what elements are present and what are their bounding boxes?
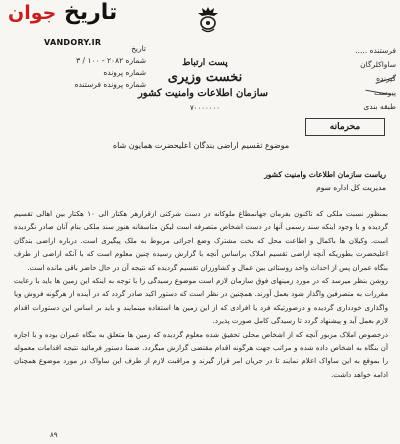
body-paragraph: بمنظور نسبت ملکی که تاکنون بفرمان جهانمطاع ملوکانه در دست شرکتی ازقرارهر هکتار الی ۱۰ هکتار بین اهالی تقسیم گردیده و با وجود اینکه سند رسمی آنها در دست اشخاص متصرفه است لیکن متاسفانه هنوز سند ملکی بنام آنان صادر نگردیده است. وکیلان ها باکمال و اطاعت محل که بخت مشترک وضع اجرائی مربوط به ملک پیگیری است. درباره اراضی بندگان اعلیحضرت بطوریکه آنچه اراضی تقسیم املاک براساس آنچه با گزارش رسیده چنین معلوم است که با آنکه اراضی از طرف بنگاه عمران پس از احداث واحد روستائی بین عمال و کشاورزان تقسیم گردیده که نتیجه آن در حال حاضر باقی مانده است.	[14, 209, 388, 272]
body-paragraph: روشن بنظر میرسد که در مورد زمینهای فوق سازمان لازم است موضوع رسیدگی را با توجه به اینکه این زمین ها باید با رعایت مقررات به متصرفین واگذار شود بعمل آورند. همچنین در نظر است که دستور اکید صادر گردد که در آینده از هرگونه فروش ویا واگذاری خودداری گردیده و درصورتیکه فرد یا افرادی که از این زمین ها استفاده مینمایند و باید بر اساس این دستورات اقدام لازم بعمل آید و پیشنهاد گردد تا رسیدگی کامل صورت پذیرد.	[14, 276, 388, 326]
site-watermark	[2, 2, 120, 38]
number-value: ۲۰۸۲ - ۱۰۰ / ۳	[76, 56, 124, 65]
sender-file-label: شماره پرونده فرستنده	[74, 80, 146, 89]
addressee-line-2: مدیریت کل اداره سوم	[316, 183, 386, 192]
watermark-word-1: جوان	[8, 2, 57, 24]
number-row	[36, 55, 146, 67]
organization-name: سازمان اطلاعات وامنیت کشور	[137, 88, 269, 99]
left-metadata	[36, 43, 146, 91]
date-label: تاریخ	[131, 44, 146, 53]
recipient-row: گیرنده	[376, 74, 396, 83]
classification-row: طبقه بندی	[363, 102, 396, 111]
body-paragraph: درخصوص املاک مزبور آنچه که از اشخاص محلی تحقیق شده معلوم گردیده که زمین ها متعلق به بنگاه عمران بوده و با اجازه آن بنگاه به اشخاص داده شده و مراتب جهت هرگونه اقدام مقتضی گزارش میگردد. ضمنا دستور فرمائید نتیجه اقدامات معموله را بموقع به این ساواک اعلام نمایند تا در جریان امر قرار گیرند و مراقبت لازم از طرف این ساواک در مورد موضوع همچنان ادامه خواهد داشت.	[14, 329, 388, 379]
confidential-stamp: محرمانه	[305, 118, 385, 136]
ministry-title: نخست وزیری	[167, 70, 243, 85]
file-number-label: شماره پرونده	[103, 68, 146, 77]
letter-body	[14, 207, 388, 433]
sender-row: فرستنده ..... ساواکلرگان	[355, 46, 396, 69]
attachment-row: پیوست	[374, 88, 396, 97]
addressee-line-1: ریاست سازمان اطلاعات وامنیت کشور	[264, 170, 386, 179]
page-number: ۸۹	[50, 431, 58, 439]
site-url: VANDORY.IR	[44, 38, 102, 47]
lion-sun-emblem-icon	[196, 5, 220, 35]
subject-line: موضوع تقسیم اراضی بندگان اعلیحضرت همایون شاه	[112, 141, 290, 150]
organization-code: ۷۰۰۰۰۰۰۰	[189, 104, 221, 112]
agency-line: پست ارتباط	[182, 58, 228, 68]
number-label: شماره	[125, 56, 146, 65]
watermark-word-2: تاریخ	[64, 0, 118, 25]
